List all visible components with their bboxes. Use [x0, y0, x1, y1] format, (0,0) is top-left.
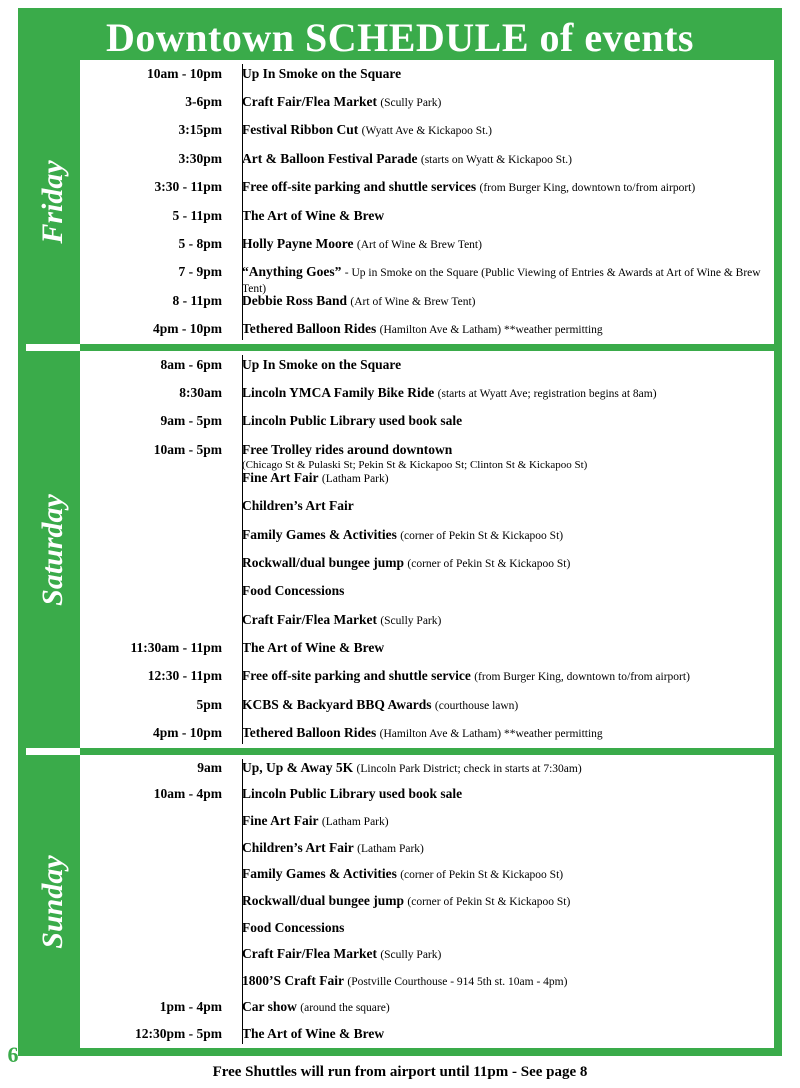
event-time: 8am - 6pm — [160, 356, 222, 372]
event-detail: (Scully Park) — [380, 949, 442, 962]
event-name: Car show — [242, 999, 297, 1015]
event-detail: (corner of Pekin St & Kickapoo St) — [400, 529, 564, 542]
schedule-row — [80, 995, 774, 1022]
schedule-row — [80, 259, 774, 296]
event-description — [232, 946, 774, 962]
day-schedule-3 — [80, 755, 774, 1048]
schedule-row — [80, 117, 774, 145]
schedule-row — [80, 663, 774, 691]
event-name: The Art of Wine & Brew — [242, 1026, 385, 1042]
event-time: 3:30 - 11pm — [154, 179, 222, 195]
event-time: 9am - 5pm — [160, 413, 222, 429]
schedule-row — [80, 691, 774, 719]
event-name: Food Concessions — [242, 919, 345, 935]
event-name: Tethered Balloon Rides — [242, 725, 377, 741]
event-detail: (Latham Park) — [357, 842, 424, 855]
event-time: 8:30am — [179, 385, 222, 401]
event-description — [232, 94, 774, 110]
schedule-row — [80, 634, 774, 662]
event-description — [232, 786, 774, 802]
day-label-column — [26, 755, 80, 1048]
event-detail: (Art of Wine & Brew Tent) — [350, 295, 476, 308]
event-description — [232, 208, 774, 224]
event-description — [232, 470, 774, 486]
event-detail: (around the square) — [300, 1002, 390, 1015]
event-detail: (courthouse lawn) — [434, 699, 519, 712]
event-name: The Art of Wine & Brew — [242, 207, 385, 223]
event-description — [232, 999, 774, 1015]
event-detail: (Lincoln Park District; check in starts at 7:30am) — [356, 762, 582, 775]
event-name: Up, Up & Away 5K — [242, 759, 354, 775]
event-time: 12:30pm - 5pm — [135, 1026, 222, 1042]
frame-right-border — [774, 8, 782, 1056]
schedule-row — [80, 60, 774, 88]
event-description — [232, 122, 774, 138]
schedule-row — [80, 782, 774, 809]
event-name: Lincoln Public Library used book sale — [242, 786, 463, 802]
event-detail: (corner of Pekin St & Kickapoo St) — [400, 869, 564, 882]
event-name: Free off-site parking and shuttle services — [242, 179, 477, 195]
event-detail: (starts at Wyatt Ave; registration begins at 8am) — [437, 388, 657, 401]
event-name: Lincoln YMCA Family Bike Ride — [242, 385, 435, 401]
event-time: 8 - 11pm — [172, 292, 222, 308]
event-detail: (from Burger King, downtown to/from airport) — [479, 182, 696, 195]
frame-left-border — [18, 8, 26, 1056]
schedule-row — [80, 578, 774, 606]
schedule-row — [80, 549, 774, 577]
event-description — [232, 697, 774, 713]
event-time: 10am - 5pm — [153, 441, 222, 457]
event-name: Children’s Art Fair — [242, 839, 354, 855]
event-description — [232, 866, 774, 882]
footer-note: Free Shuttles will run from airport until 11pm - See page 8 — [212, 1063, 588, 1080]
schedule-row — [80, 755, 774, 782]
event-name: KCBS & Backyard BBQ Awards — [242, 696, 432, 712]
footer-bar — [26, 1056, 774, 1088]
day-separator — [80, 748, 774, 755]
schedule-row — [80, 606, 774, 634]
event-description — [232, 668, 774, 684]
event-detail: (Hamilton Ave & Latham) **weather permitting — [379, 728, 603, 741]
event-description — [232, 236, 774, 252]
event-time: 11:30am - 11pm — [130, 640, 222, 656]
event-detail: (starts on Wyatt & Kickapoo St.) — [420, 153, 572, 166]
event-description — [232, 527, 774, 543]
event-time: 5 - 11pm — [172, 207, 222, 223]
event-name: The Art of Wine & Brew — [242, 640, 385, 656]
event-time: 3:30pm — [178, 150, 222, 166]
event-description — [232, 66, 774, 82]
event-time: 1pm - 4pm — [159, 999, 222, 1015]
event-name: Fine Art Fair — [242, 813, 319, 829]
event-name: “Anything Goes” — [242, 264, 342, 280]
event-detail: (from Burger King, downtown to/from airport) — [474, 671, 690, 684]
schedule-row — [80, 941, 774, 968]
event-name: Family Games & Activities — [242, 866, 397, 882]
schedule-row — [80, 145, 774, 173]
event-detail: (Wyatt Ave & Kickapoo St.) — [361, 125, 493, 138]
event-time: 4pm - 10pm — [152, 725, 222, 741]
event-detail: (corner of Pekin St & Kickapoo St) — [407, 558, 571, 571]
event-name: Lincoln Public Library used book sale — [242, 413, 463, 429]
event-name: Tethered Balloon Rides — [242, 321, 377, 337]
event-name: Rockwall/dual bungee jump — [242, 892, 405, 908]
schedule-row — [80, 408, 774, 436]
event-description — [232, 321, 774, 337]
event-description — [232, 357, 774, 373]
event-description — [232, 151, 774, 167]
schedule-row — [80, 493, 774, 521]
event-time: 3-6pm — [185, 94, 222, 110]
event-time: 12:30 - 11pm — [147, 668, 222, 684]
schedule-row — [80, 316, 774, 344]
event-name: Family Games & Activities — [242, 526, 397, 542]
day-label: Friday — [36, 160, 69, 244]
event-time: 5pm — [196, 696, 222, 712]
schedule-row — [80, 915, 774, 942]
day-separator — [80, 344, 774, 351]
schedule-row — [80, 719, 774, 747]
event-time: 10am - 10pm — [147, 65, 222, 81]
event-description — [232, 498, 774, 514]
event-detail: - Up in Smoke on the Square (Public Viewing of Entries & Awards at Art of Wine & Brew Tent) — [242, 267, 761, 296]
schedule-row — [80, 174, 774, 202]
event-name: Free Trolley rides around downtown — [242, 441, 453, 457]
event-description — [232, 640, 774, 656]
event-name: Rockwall/dual bungee jump — [242, 555, 405, 571]
event-description — [232, 760, 774, 776]
day-label-column — [26, 60, 80, 344]
event-description — [232, 385, 774, 401]
event-name: Children’s Art Fair — [242, 498, 354, 514]
event-name: Holly Payne Moore — [242, 236, 354, 252]
event-name: Food Concessions — [242, 583, 345, 599]
event-time: 3:15pm — [178, 122, 222, 138]
page-number: 6 — [7, 1042, 19, 1067]
schedule-row — [80, 968, 774, 995]
event-description — [232, 1026, 774, 1042]
schedule-row — [80, 230, 774, 258]
event-detail: (Scully Park) — [380, 97, 442, 110]
event-time: 5 - 8pm — [178, 236, 222, 252]
event-description — [232, 920, 774, 936]
event-description — [232, 725, 774, 741]
event-detail: (Hamilton Ave & Latham) **weather permitting — [379, 324, 603, 337]
schedule-row — [80, 351, 774, 379]
schedule-row — [80, 888, 774, 915]
event-description — [232, 973, 774, 989]
frame-bottom-border — [18, 1048, 782, 1056]
event-time: 7 - 9pm — [178, 264, 222, 280]
event-detail-secondary: (Chicago St & Pulaski St; Pekin St & Kickapoo St; Clinton St & Kickapoo St) — [242, 458, 588, 471]
schedule-row — [80, 1021, 774, 1048]
event-time: 9am — [197, 759, 222, 775]
schedule-row — [80, 379, 774, 407]
page-title: Downtown SCHEDULE of events — [106, 15, 694, 60]
event-description — [232, 813, 774, 829]
schedule-row — [80, 521, 774, 549]
schedule-row — [80, 88, 774, 116]
event-description — [232, 264, 774, 296]
schedule-row — [80, 835, 774, 862]
event-description — [232, 583, 774, 599]
event-name: 1800’S Craft Fair — [242, 972, 344, 988]
schedule-row — [80, 808, 774, 835]
day-schedule-2 — [80, 351, 774, 748]
event-description — [232, 555, 774, 571]
page-title-bar — [26, 16, 774, 60]
event-name: Craft Fair/Flea Market — [242, 611, 377, 627]
event-name: Free off-site parking and shuttle service — [242, 668, 471, 684]
event-description — [232, 179, 774, 195]
event-detail: (Postville Courthouse - 914 5th st. 10am - 4pm) — [347, 975, 568, 988]
event-name: Up In Smoke on the Square — [242, 65, 402, 81]
schedule-row — [80, 436, 774, 471]
event-time: 4pm - 10pm — [152, 321, 222, 337]
event-detail: (Scully Park) — [380, 614, 442, 627]
event-time: 10am - 4pm — [153, 786, 222, 802]
event-detail: (Art of Wine & Brew Tent) — [356, 239, 482, 252]
day-label: Saturday — [36, 493, 69, 606]
event-detail: (Latham Park) — [321, 473, 389, 486]
event-detail: (corner of Pekin St & Kickapoo St) — [407, 895, 571, 908]
event-name: Debbie Ross Band — [242, 292, 348, 308]
event-name: Fine Art Fair — [242, 470, 319, 486]
schedule-row — [80, 862, 774, 889]
event-description — [232, 442, 774, 471]
event-name: Art & Balloon Festival Parade — [242, 150, 418, 166]
day-schedule-1 — [80, 60, 774, 344]
event-name: Up In Smoke on the Square — [242, 356, 402, 372]
event-description — [232, 840, 774, 856]
event-description — [232, 612, 774, 628]
event-description — [232, 413, 774, 429]
schedule-row — [80, 202, 774, 230]
event-detail: (Latham Park) — [321, 816, 389, 829]
event-name: Festival Ribbon Cut — [242, 122, 359, 138]
event-name: Craft Fair/Flea Market — [242, 94, 377, 110]
event-name: Craft Fair/Flea Market — [242, 946, 377, 962]
event-description — [232, 293, 774, 309]
event-description — [232, 893, 774, 909]
day-label-column — [26, 351, 80, 748]
day-label: Sunday — [36, 854, 69, 949]
